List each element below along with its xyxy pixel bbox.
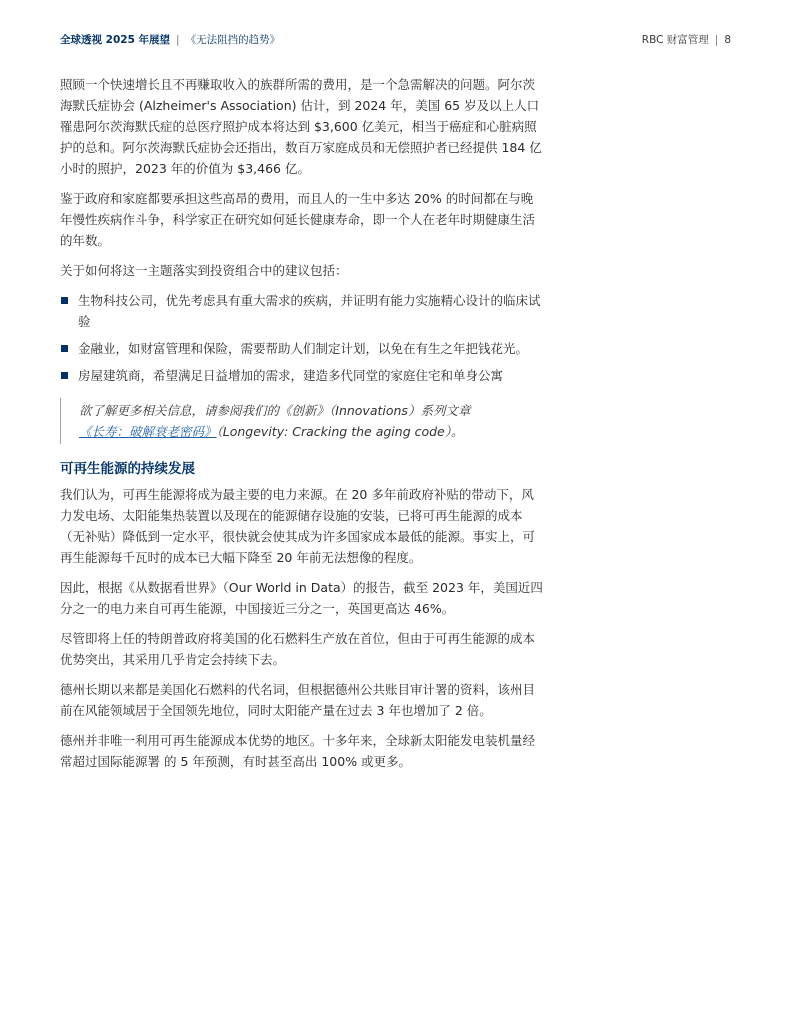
intro-paragraph: 关于如何将这一主题落实到投资组合中的建议包括： — [60, 263, 348, 278]
callout-prefix: 欲了解更多相关信息，请参阅我们的《创新》（Innovations）系列文章 — [79, 403, 471, 418]
list-item-text: 生物科技公司，优先考虑具有重大需求的疾病，并证明有能力实施精心设计的临床试验 — [78, 293, 541, 329]
page-header — [60, 31, 731, 49]
section-heading: 可再生能源的持续发展 — [60, 461, 195, 477]
square-bullet-icon — [61, 297, 68, 304]
header-page-separator: | — [714, 34, 719, 46]
section-paragraph: 尽管即将上任的特朗普政府将美国的化石燃料生产放在首位，但由于可再生能源的成本优势突出，其采用几乎肯定会持续下去。 — [60, 631, 536, 667]
list-item — [60, 338, 543, 359]
header-title: 《无法阻挡的趋势》 — [185, 34, 281, 46]
list-item — [60, 290, 543, 332]
intro-paragraph: 照顾一个快速增长且不再赚取收入的族群所需的费用，是一个急需解决的问题。阿尔茨海默氏症协会 (Alzheimer's Association) 估计，到 2024 年，美国 65 岁及以上人口罹患阿尔茨海默氏症的总医疗照护成本将达到 $3,600 亿美元，相当于癌症和心脏病照护的总和。阿尔茨海默氏症协会还指出，数百万家庭成员和无偿照护者已经提供 184 亿小时的照护，2023 年的价值为 $3,466 亿。 — [60, 77, 542, 176]
square-bullet-icon — [61, 372, 68, 379]
page-number: 8 — [724, 34, 731, 46]
section-paragraph: 我们认为，可再生能源将成为最主要的电力来源。在 20 多年前政府补贴的带动下，风力发电场、太阳能集热装置以及现在的能源储存设施的安装，已将可再生能源的成本（无补贴）降低到一定水平，很快就会使其成为许多国家成本最低的能源。事实上，可再生能源每千瓦时的成本已大幅下降至 20 年前无法想像的程度。 — [60, 487, 536, 565]
longevity-article-link[interactable]: 《长寿：破解衰老密码》 — [79, 424, 217, 439]
header-left — [60, 31, 280, 49]
list-item-text: 房屋建筑商，希望满足日益增加的需求，建造多代同堂的家庭住宅和单身公寓 — [78, 368, 504, 383]
callout-note — [60, 398, 543, 444]
header-series: 全球透视 2025 年展望 — [60, 34, 171, 46]
section-paragraph: 因此，根据《从数据看世界》（Our World in Data）的报告，截至 2023 年，美国近四分之一的电力来自可再生能源，中国接近三分之一，英国更高达 46%。 — [60, 580, 543, 616]
recommendation-list — [60, 290, 543, 386]
list-item — [60, 365, 543, 386]
header-separator: | — [176, 34, 180, 46]
list-item-text: 金融业，如财富管理和保险，需要帮助人们制定计划，以免在有生之年把钱花光。 — [78, 341, 529, 356]
intro-paragraph: 鉴于政府和家庭都要承担这些高昂的费用，而且人的一生中多达 20% 的时间都在与晚年慢性疾病作斗争，科学家正在研究如何延长健康寿命，即一个人在老年时期健康生活的年数。 — [60, 191, 536, 248]
section-paragraph: 德州长期以来都是美国化石燃料的代名词，但根据德州公共账目审计署的资料，该州目前在风能领域居于全国领先地位，同时太阳能产量在过去 3 年也增加了 2 倍。 — [60, 682, 536, 718]
callout-suffix: （Longevity: Cracking the aging code）。 — [216, 424, 464, 439]
header-brand: RBC 财富管理 — [641, 34, 709, 46]
section-paragraph: 德州并非唯一利用可再生能源成本优势的地区。十多年来，全球新太阳能发电装机量经常超过国际能源署 的 5 年预测，有时甚至高出 100% 或更多。 — [60, 733, 536, 769]
square-bullet-icon — [61, 345, 68, 352]
header-right — [642, 31, 731, 49]
main-content — [60, 74, 543, 781]
